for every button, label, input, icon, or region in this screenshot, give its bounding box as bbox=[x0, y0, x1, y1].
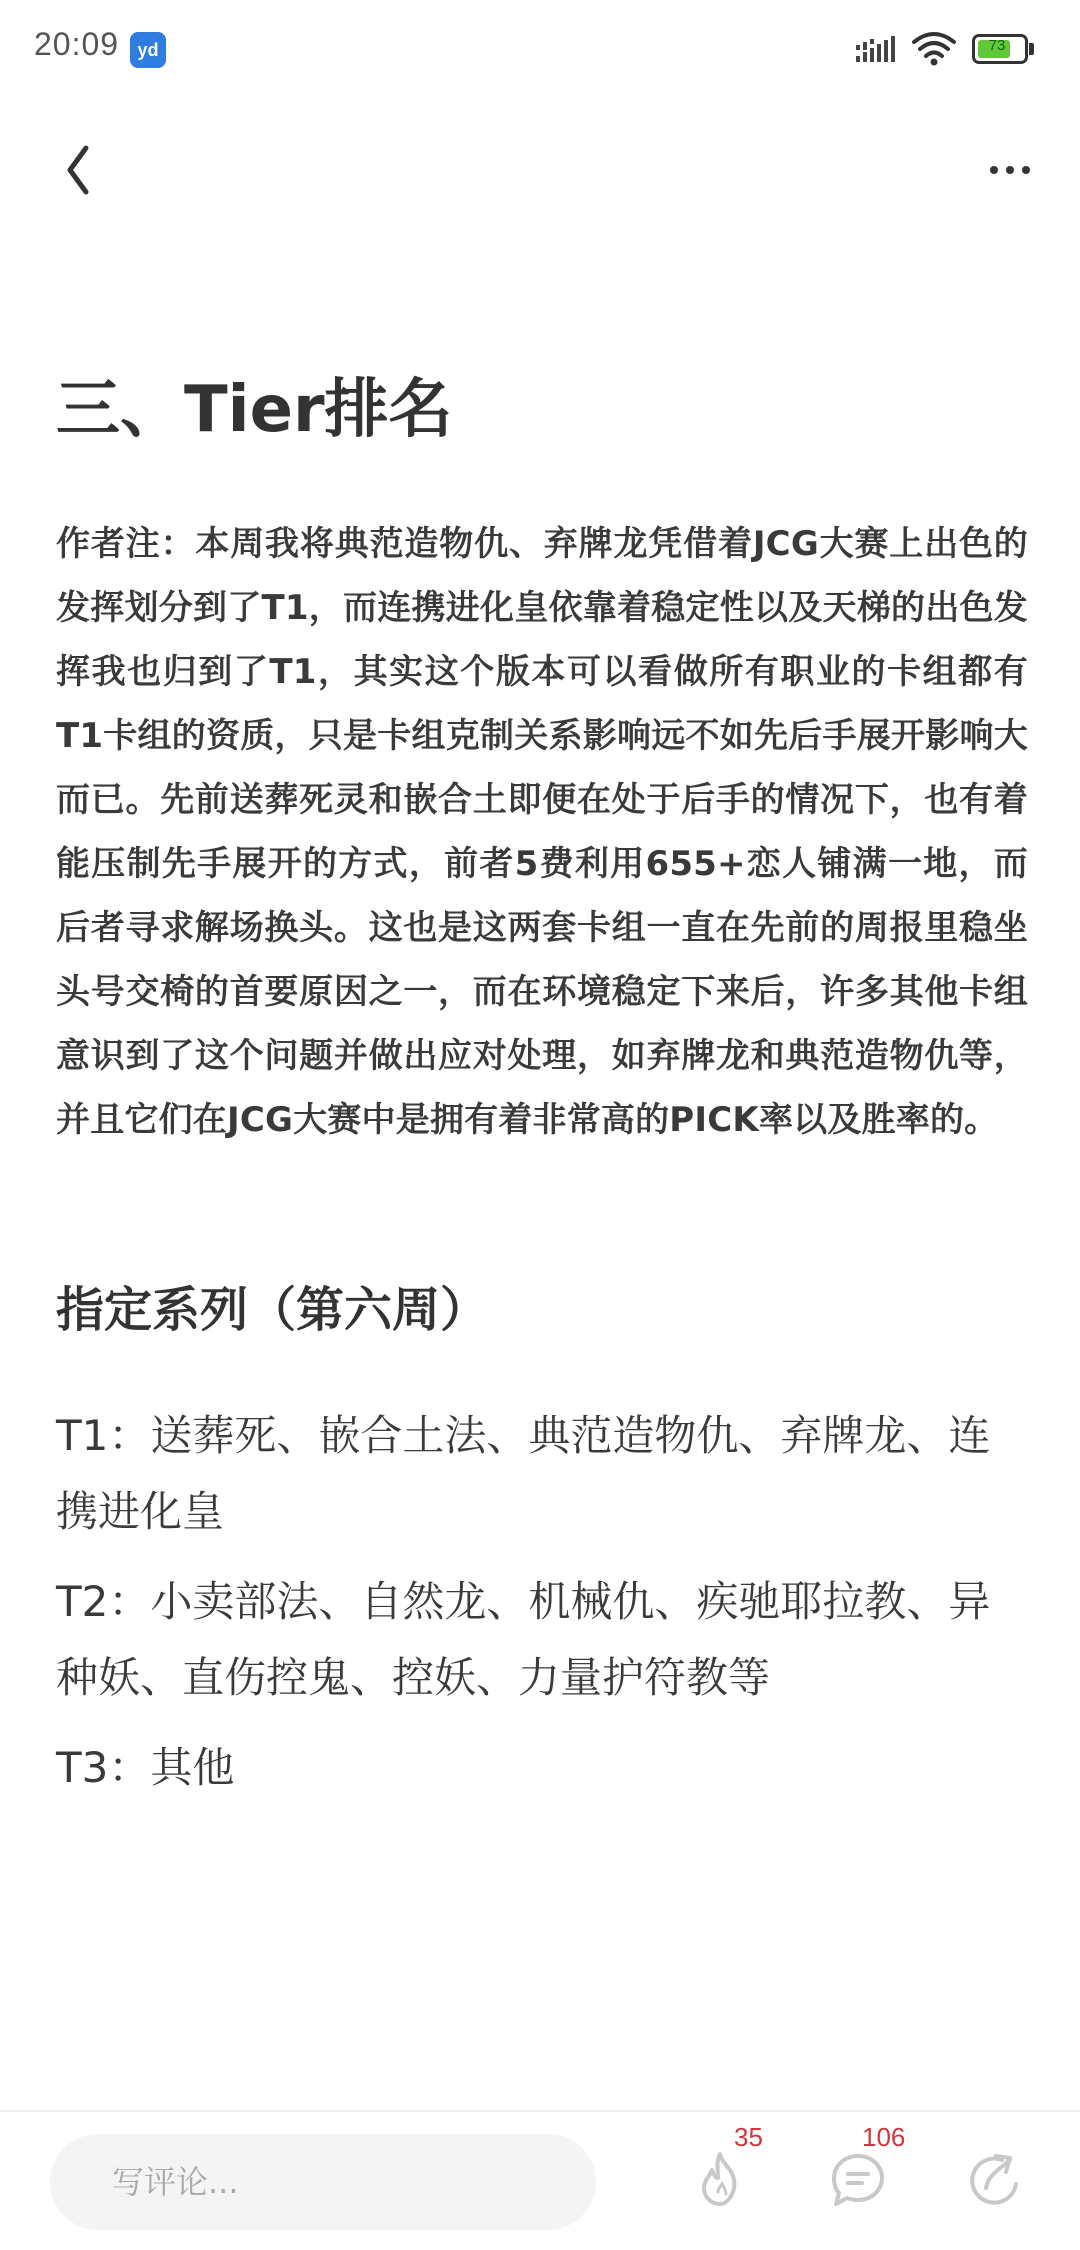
fire-icon bbox=[688, 2148, 752, 2212]
status-time: 20:09 bbox=[34, 26, 120, 62]
tier-line-t3: T3：其他 bbox=[56, 1743, 235, 1792]
bottom-bar bbox=[0, 2110, 1080, 2250]
nav-bar bbox=[0, 120, 1080, 220]
share-button[interactable] bbox=[962, 2148, 1026, 2212]
more-dots-icon bbox=[980, 150, 1040, 190]
battery-level: 73 bbox=[988, 37, 1006, 54]
back-button[interactable] bbox=[56, 140, 116, 200]
hot-count: 35 bbox=[734, 2122, 763, 2152]
tier-line-t1: T1：送葬死、嵌合土法、典范造物仇、弃牌龙、连携进化皇 bbox=[56, 1411, 991, 1536]
chevron-left-icon bbox=[56, 140, 116, 200]
app-notification-icon: yd bbox=[130, 32, 166, 68]
more-button[interactable] bbox=[980, 150, 1040, 190]
author-note: 作者注：本周我将典范造物仇、弃牌龙凭借着JCG大赛上出色的发挥划分到了T1，而连携进化皇依靠着稳定性以及天梯的出色发挥我也归到了T1，其实这个版本可以看做所有职业的卡组都有T1卡组的资质，只是卡组克制关系影响远不如先后手展开影响大而已。先前送葬死灵和嵌合土即便在处于后手的情况下，也有着能压制先手展开的方式，前者5费利用655+恋人铺满一地，而后者寻求解场换头。这也是这两套卡组一直在先前的周报里稳坐头号交椅的首要原因之一，而在环境稳定下来后，许多其他卡组意识到了这个问题并做出应对处理，如弃牌龙和典范造物仇等，并且它们在JCG大赛中是拥有着非常高的PICK率以及胜率的。 bbox=[56, 524, 1028, 1140]
tier-line-t2: T2：小卖部法、自然龙、机械仇、疾驰耶拉教、异种妖、直伤控鬼、控妖、力量护符教等 bbox=[56, 1577, 991, 1702]
article bbox=[56, 360, 1028, 1806]
comment-icon bbox=[826, 2148, 890, 2212]
comment-count: 106 bbox=[862, 2122, 906, 2152]
share-icon bbox=[962, 2148, 1026, 2212]
battery-icon bbox=[972, 34, 1034, 66]
section-title: 三、Tier排名 bbox=[56, 373, 453, 447]
subsection-title: 指定系列（第六周） bbox=[56, 1282, 489, 1338]
comment-input[interactable] bbox=[50, 2134, 596, 2230]
signal-icon bbox=[856, 34, 902, 66]
comments-button[interactable] bbox=[826, 2122, 906, 2212]
status-bar bbox=[0, 0, 1080, 100]
hot-button[interactable] bbox=[688, 2122, 763, 2212]
wifi-icon bbox=[912, 30, 956, 68]
